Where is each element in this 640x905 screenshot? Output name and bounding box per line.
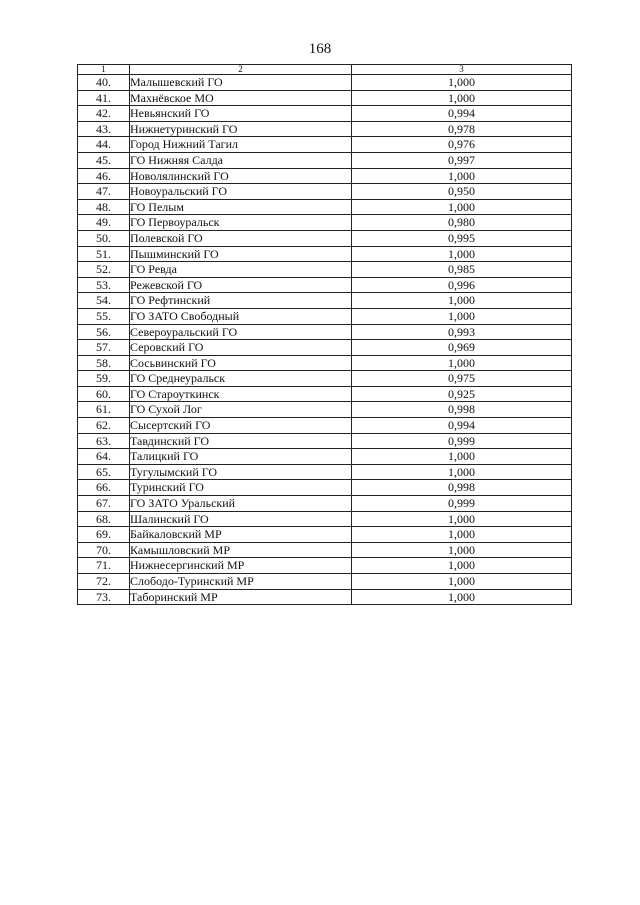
row-number: 41. — [78, 90, 130, 106]
row-number: 46. — [78, 168, 130, 184]
coefficient-value: 1,000 — [352, 558, 572, 574]
coefficient-value: 1,000 — [352, 90, 572, 106]
municipality-name: ГО Нижняя Салда — [130, 152, 352, 168]
table-row — [78, 542, 572, 558]
table-row — [78, 215, 572, 231]
row-number: 47. — [78, 184, 130, 200]
coefficient-value: 0,994 — [352, 106, 572, 122]
row-number: 73. — [78, 589, 130, 605]
municipality-name: ГО Староуткинск — [130, 386, 352, 402]
table-row — [78, 152, 572, 168]
coefficient-value: 0,976 — [352, 137, 572, 153]
table-row — [78, 371, 572, 387]
table-row — [78, 168, 572, 184]
municipality-name: Малышевский ГО — [130, 75, 352, 91]
coefficient-value: 1,000 — [352, 308, 572, 324]
row-number: 53. — [78, 277, 130, 293]
table-row — [78, 75, 572, 91]
coefficient-value: 1,000 — [352, 542, 572, 558]
coefficient-value: 0,999 — [352, 496, 572, 512]
municipality-name: Туринский ГО — [130, 480, 352, 496]
row-number: 64. — [78, 449, 130, 465]
table-row — [78, 199, 572, 215]
municipality-name: ГО Сухой Лог — [130, 402, 352, 418]
table-row — [78, 262, 572, 278]
row-number: 44. — [78, 137, 130, 153]
row-number: 65. — [78, 464, 130, 480]
column-header-value: 3 — [352, 65, 572, 75]
table-row — [78, 230, 572, 246]
coefficient-value: 1,000 — [352, 168, 572, 184]
row-number: 42. — [78, 106, 130, 122]
row-number: 66. — [78, 480, 130, 496]
row-number: 58. — [78, 355, 130, 371]
coefficient-value: 1,000 — [352, 574, 572, 590]
row-number: 52. — [78, 262, 130, 278]
municipality-name: Нижнетуринский ГО — [130, 121, 352, 137]
table-row — [78, 308, 572, 324]
table-row — [78, 464, 572, 480]
row-number: 48. — [78, 199, 130, 215]
municipality-name: Нижнесергинский МР — [130, 558, 352, 574]
row-number: 59. — [78, 371, 130, 387]
coefficient-value: 0,997 — [352, 152, 572, 168]
municipality-name: Слободо-Туринский МР — [130, 574, 352, 590]
row-number: 43. — [78, 121, 130, 137]
coefficient-value: 0,978 — [352, 121, 572, 137]
municipality-name: ГО Пелым — [130, 199, 352, 215]
row-number: 51. — [78, 246, 130, 262]
table-row — [78, 511, 572, 527]
municipality-name: ГО Ревда — [130, 262, 352, 278]
municipality-name: Махнёвское МО — [130, 90, 352, 106]
table-row — [78, 246, 572, 262]
coefficient-value: 1,000 — [352, 589, 572, 605]
municipality-name: Режевской ГО — [130, 277, 352, 293]
municipality-name: Сосьвинский ГО — [130, 355, 352, 371]
row-number: 56. — [78, 324, 130, 340]
coefficient-value: 0,985 — [352, 262, 572, 278]
coefficient-value: 1,000 — [352, 199, 572, 215]
row-number: 62. — [78, 418, 130, 434]
row-number: 70. — [78, 542, 130, 558]
row-number: 67. — [78, 496, 130, 512]
municipality-name: ГО Первоуральск — [130, 215, 352, 231]
coefficient-value: 0,980 — [352, 215, 572, 231]
municipality-name: Североуральский ГО — [130, 324, 352, 340]
table-row — [78, 558, 572, 574]
coefficient-value: 0,998 — [352, 480, 572, 496]
municipality-name: ГО Рефтинский — [130, 293, 352, 309]
coefficient-value: 0,993 — [352, 324, 572, 340]
table-body — [78, 75, 572, 605]
table-row — [78, 137, 572, 153]
row-number: 50. — [78, 230, 130, 246]
coefficient-value: 1,000 — [352, 511, 572, 527]
table-row — [78, 496, 572, 512]
table-row — [78, 184, 572, 200]
municipality-name: ГО ЗАТО Свободный — [130, 308, 352, 324]
row-number: 68. — [78, 511, 130, 527]
row-number: 49. — [78, 215, 130, 231]
page-number: 168 — [308, 41, 332, 57]
coefficient-value: 0,969 — [352, 340, 572, 356]
municipality-name: Новолялинский ГО — [130, 168, 352, 184]
table-row — [78, 589, 572, 605]
municipality-name: ГО ЗАТО Уральский — [130, 496, 352, 512]
municipality-name: Пышминский ГО — [130, 246, 352, 262]
municipality-name: Байкаловский МР — [130, 527, 352, 543]
row-number: 45. — [78, 152, 130, 168]
coefficient-value: 0,950 — [352, 184, 572, 200]
table-row — [78, 277, 572, 293]
municipality-name: Таборинский МР — [130, 589, 352, 605]
coefficient-value: 0,995 — [352, 230, 572, 246]
coefficient-value: 0,994 — [352, 418, 572, 434]
row-number: 55. — [78, 308, 130, 324]
table-row — [78, 433, 572, 449]
table-row — [78, 449, 572, 465]
row-number: 54. — [78, 293, 130, 309]
coefficient-value: 0,999 — [352, 433, 572, 449]
table-row — [78, 121, 572, 137]
coefficient-value: 1,000 — [352, 75, 572, 91]
table-row — [78, 293, 572, 309]
municipality-name: Талицкий ГО — [130, 449, 352, 465]
row-number: 40. — [78, 75, 130, 91]
table-row — [78, 527, 572, 543]
coefficient-value: 0,998 — [352, 402, 572, 418]
municipality-name: ГО Среднеуральск — [130, 371, 352, 387]
coefficient-value: 0,996 — [352, 277, 572, 293]
table-row — [78, 90, 572, 106]
municipality-name: Город Нижний Тагил — [130, 137, 352, 153]
table-row — [78, 324, 572, 340]
table-header-row — [78, 65, 572, 75]
coefficient-value: 1,000 — [352, 355, 572, 371]
row-number: 60. — [78, 386, 130, 402]
column-header-number: 1 — [78, 65, 130, 75]
table-row — [78, 402, 572, 418]
coefficient-value: 1,000 — [352, 527, 572, 543]
coefficient-value: 0,925 — [352, 386, 572, 402]
coefficient-value: 1,000 — [352, 464, 572, 480]
row-number: 63. — [78, 433, 130, 449]
municipality-name: Сысертский ГО — [130, 418, 352, 434]
row-number: 72. — [78, 574, 130, 590]
coefficient-value: 0,975 — [352, 371, 572, 387]
coefficient-value: 1,000 — [352, 293, 572, 309]
municipality-name: Невьянский ГО — [130, 106, 352, 122]
municipality-name: Тавдинский ГО — [130, 433, 352, 449]
municipality-name: Камышловский МР — [130, 542, 352, 558]
row-number: 61. — [78, 402, 130, 418]
municipality-name: Серовский ГО — [130, 340, 352, 356]
municipality-name: Полевской ГО — [130, 230, 352, 246]
table-row — [78, 418, 572, 434]
municipality-name: Шалинский ГО — [130, 511, 352, 527]
table-row — [78, 480, 572, 496]
row-number: 57. — [78, 340, 130, 356]
municipality-name: Тугулымский ГО — [130, 464, 352, 480]
table-row — [78, 355, 572, 371]
table-row — [78, 574, 572, 590]
table-row — [78, 340, 572, 356]
table-row — [78, 386, 572, 402]
column-header-name: 2 — [130, 65, 352, 75]
row-number: 71. — [78, 558, 130, 574]
municipality-name: Новоуральский ГО — [130, 184, 352, 200]
row-number: 69. — [78, 527, 130, 543]
table-row — [78, 106, 572, 122]
coefficient-value: 1,000 — [352, 246, 572, 262]
coefficient-value: 1,000 — [352, 449, 572, 465]
data-table — [77, 64, 572, 605]
